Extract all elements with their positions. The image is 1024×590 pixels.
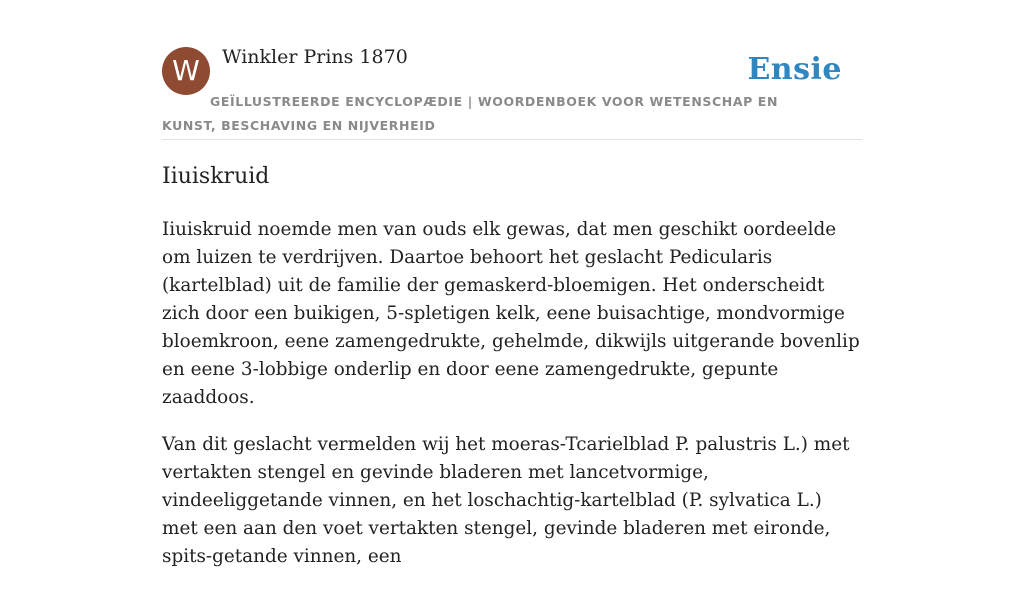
article-paragraph: Iiuiskruid noemde men van ouds elk gewas, dat men geschikt oordeelde om luizen te verdrijven. Daartoe behoort het geslacht Pedicularis (kartelblad) uit de familie der gemaskerd-bloemigen. Het onderscheidt zich door een buikigen, 5-spletigen kelk, eene buisachtige, mondvormige bloemkroon, eene zamengedrukte, gehelmde, dikwijls uitgerande bovenlip en eene 3-lobbige onderlip en door eene zamengedrukte, gepunte zaaddoos. (162, 219, 860, 408)
article-title: Iiuiskruid (162, 164, 270, 189)
ensie-logo-link[interactable]: Ensie (747, 52, 842, 87)
page-container (162, 0, 862, 567)
source-subtitle: GEÏLLUSTREERDE ENCYCLOPÆDIE | WOORDENBOEK VOOR WETENSCHAP EN KUNST, BESCHAVING EN NIJVERHEID (162, 94, 779, 133)
source-header (162, 0, 862, 140)
article-paragraph: Van dit geslacht vermelden wij het moeras-Tcarielblad P. palustris L.) met vertakten stengel en gevinde bladeren met lancetvormige, vindeeliggetande vinnen, en het loschachtig-kartelblad (P. sylvatica L.) met een aan den voet vertakten stengel, gevinde bladeren met eironde, spits-getande vinnen, een (162, 434, 850, 567)
source-avatar[interactable]: W (162, 47, 210, 95)
article-body (162, 216, 862, 590)
source-title[interactable]: Winkler Prins 1870 (222, 46, 408, 68)
